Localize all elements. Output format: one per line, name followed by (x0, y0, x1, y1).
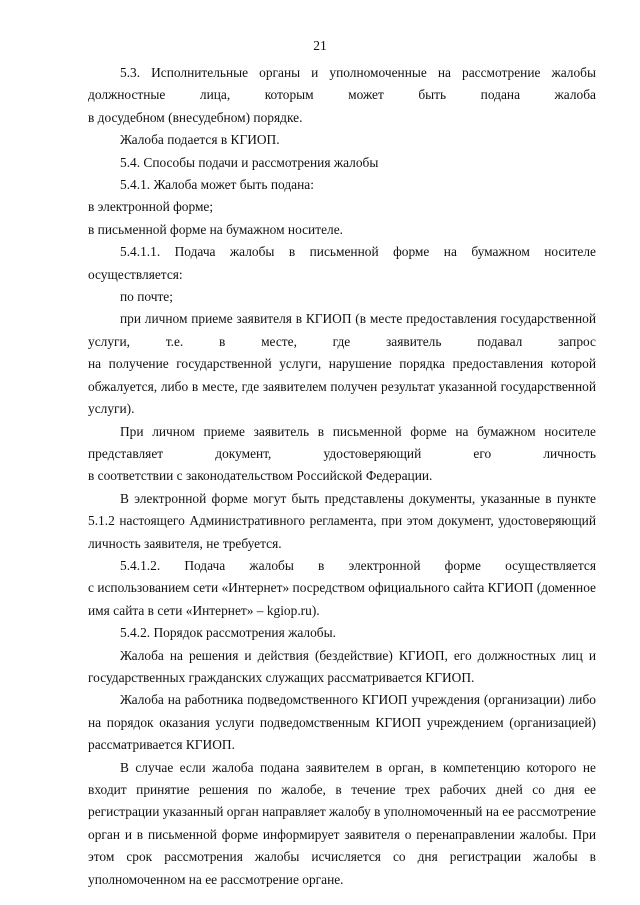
paragraph-personal-reception: при личном приеме заявителя в КГИОП (в месте предоставления государственной (120, 311, 596, 327)
paragraph-legislation: в соответствии с законодательством Российской Федерации. (88, 468, 433, 484)
paragraph-5-4-1-1: 5.4.1.1. Подача жалобы в письменной форме на бумажном носителе осуществляется: (88, 244, 596, 282)
paragraph-service-place: услуги, т.е. в месте, где заявитель подавал запрос (88, 333, 596, 349)
paragraph-redirect: В случае если жалоба подана заявителем в орган, в компетенцию которого не входит принятие решения по жалобе, в течение трех рабочих дней со дня ее регистрации указанный орган направляет жалобу в уполномоченный на ее рассмотрение орган и в письменной форме информирует заявителя о перенаправлении жалобы. При этом срок рассмотрения жалобы исчисляется со дня регистрации жалобы в уполномоченном на ее рассмотрение органе. (88, 759, 596, 887)
page-number: 21 (313, 38, 327, 53)
paragraph-complaint-decisions: Жалоба на решения и действия (бездействие) КГИОП, его должностных лиц и государственных гражданских служащих рассматривается КГИОП. (88, 647, 596, 685)
paragraph-electronic-documents: В электронной форме могут быть представлены документы, указанные в пункте 5.1.2 настоящего Административного регламента, при этом документ, удостоверяющий личность заявителя, не требуется. (88, 490, 596, 551)
paragraph-5-3-heading: 5.3. Исполнительные органы и уполномоченные на рассмотрение жалобы (120, 65, 596, 80)
paragraph-service-request: на получение государственной услуги, нарушение порядка предоставления которой обжалуется, либо в месте, где заявителем получен результат указанной государственной услуги). (88, 356, 596, 417)
document-body (88, 62, 596, 891)
paragraph-electronic-form: в электронной форме; (88, 199, 214, 215)
paragraph-5-4-1: 5.4.1. Жалоба может быть подана: (120, 177, 314, 193)
paragraph-5-3-order: в досудебном (внесудебном) порядке. (88, 109, 303, 125)
paragraph-reception-paper: При личном приеме заявитель в письменной форме на бумажном носителе (120, 423, 596, 439)
paragraph-internet-site: с использованием сети «Интернет» посредством официального сайта КГИОП (доменное имя сайта в сети «Интернет» – kgiop.ru). (88, 580, 596, 618)
paragraph-5-4-heading: 5.4. Способы подачи и рассмотрения жалобы (120, 154, 379, 170)
paragraph-5-4-1-2: 5.4.1.2. Подача жалобы в электронной форме осуществляется (120, 557, 596, 573)
paragraph-paper-form: в письменной форме на бумажном носителе. (88, 221, 343, 237)
paragraph-complaint-filed: Жалоба подается в КГИОП. (120, 132, 280, 148)
paragraph-by-mail: по почте; (120, 289, 173, 305)
paragraph-complaint-employee: Жалоба на работника подведомственного КГИОП учреждения (организации) либо на порядок оказания услуги подведомственным КГИОП учреждением (организацией) рассматривается КГИОП. (88, 692, 596, 753)
paragraph-5-3-officials: должностные лица, которым может быть подана жалоба (88, 87, 596, 103)
paragraph-5-4-2: 5.4.2. Порядок рассмотрения жалобы. (120, 625, 336, 641)
paragraph-identity-document: представляет документ, удостоверяющий его личность (88, 445, 596, 461)
